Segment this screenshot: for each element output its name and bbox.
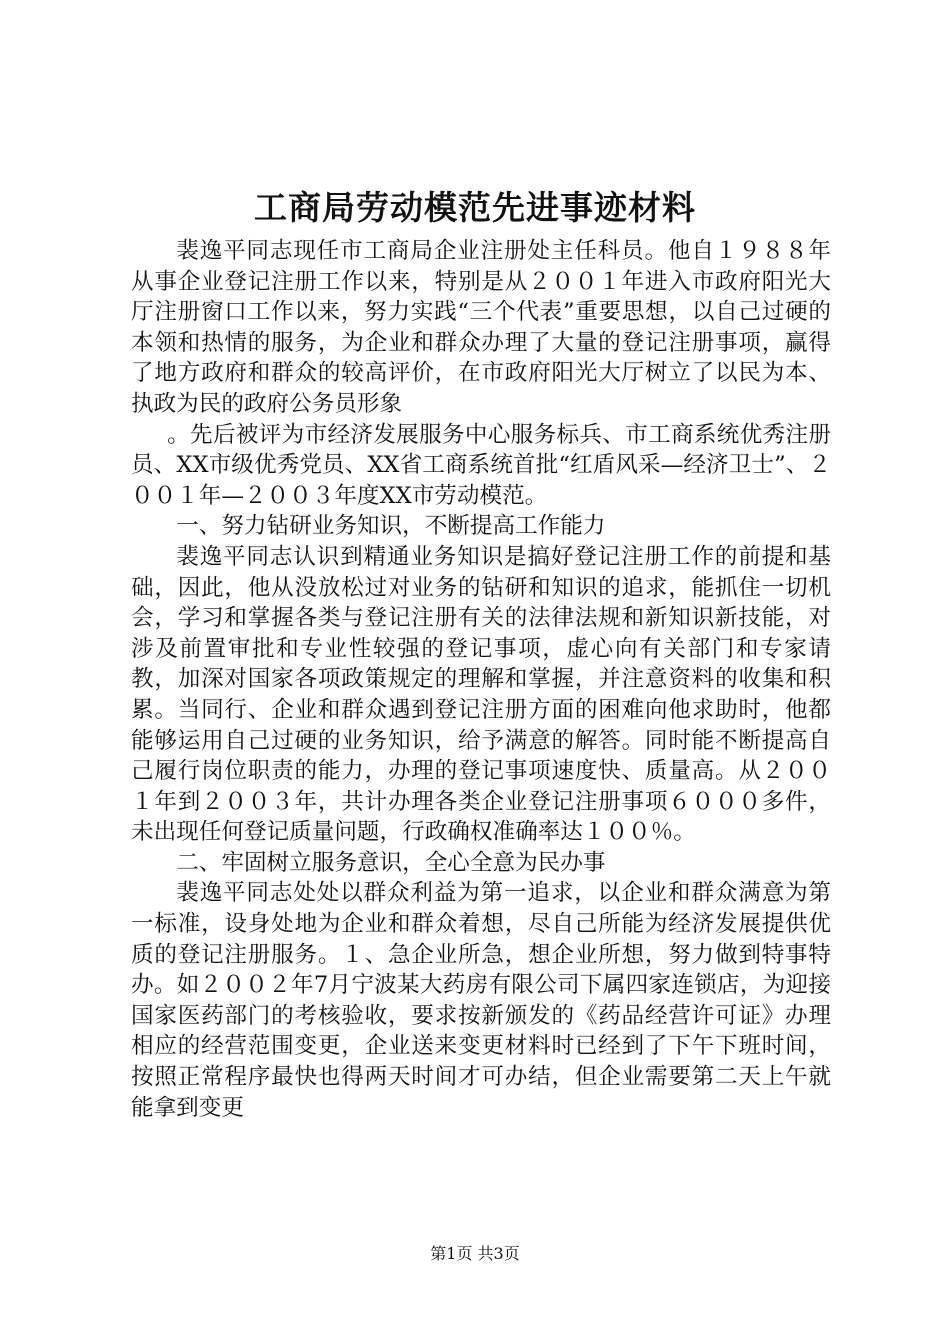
section-heading-2: 二、牢固树立服务意识，全心全意为民办事 (176, 849, 606, 876)
paragraph-section-2: 裴逸平同志处处以群众利益为第一追求，以企业和群众满意为第一标准，设身处地为企业和群众着想，尽自己所能为经济发展提供优质的登记注册服务。１、急企业所急，想企业所想，努力做到特事特办。如２００２年7月宁波某大药房有限公司下属四家连锁店，为迎接国家医药部门的考核验收，要求按新颁发的《药品经营许可证》办理相应的经营范围变更，企业送来变更材料时已经到了下午下班时间，按照正常程序最快也得两天时间才可办结，但企业需要第二天上午就能拿到变更 (131, 880, 831, 1121)
paragraph-honors: 。先后被评为市经济发展服务中心服务标兵、市工商系统优秀注册员、XX市级优秀党员、XX省工商系统首批“红盾风采—经济卫士”、２００１年—２００３年度XX市劳动模范。 (131, 421, 831, 509)
paragraph-section-1: 裴逸平同志认识到精通业务知识是搞好登记注册工作的前提和基础，因此，他从没放松过对业务的钻研和知识的追求，能抓住一切机会，学习和掌握各类与登记注册有关的法律法规和新知识新技能，对涉及前置审批和专业性较强的登记事项，虚心向有关部门和专家请教，加深对国家各项政策规定的理解和掌握，并注意资料的收集和积累。当同行、企业和群众遇到登记注册方面的困难向他求助时，他都能够运用自己过硬的业务知识，给予满意的解答。同时能不断提高自己履行岗位职责的能力，办理的登记事项速度快、质量高。从２００１年到２００３年，共计办理各类企业登记注册事项６０００多件，未出现任何登记质量问题，行政确权准确率达１００％。 (131, 543, 831, 846)
page-footer: 第1页 共3页 (430, 1244, 520, 1263)
section-heading-1: 一、努力钻研业务知识，不断提高工作能力 (176, 513, 606, 540)
document-body (131, 236, 831, 1123)
document-title: 工商局劳动模范先进事迹材料 (254, 188, 696, 227)
paragraph-intro: 裴逸平同志现任市工商局企业注册处主任科员。他自１９８８年从事企业登记注册工作以来，特别是从２００１年进入市政府阳光大厅注册窗口工作以来，努力实践“三个代表”重要思想，以自己过硬的本领和热情的服务，为企业和群众办理了大量的登记注册事项，赢得了地方政府和群众的较高评价，在市政府阳光大厅树立了以民为本、执政为民的政府公务员形象 (131, 238, 831, 417)
